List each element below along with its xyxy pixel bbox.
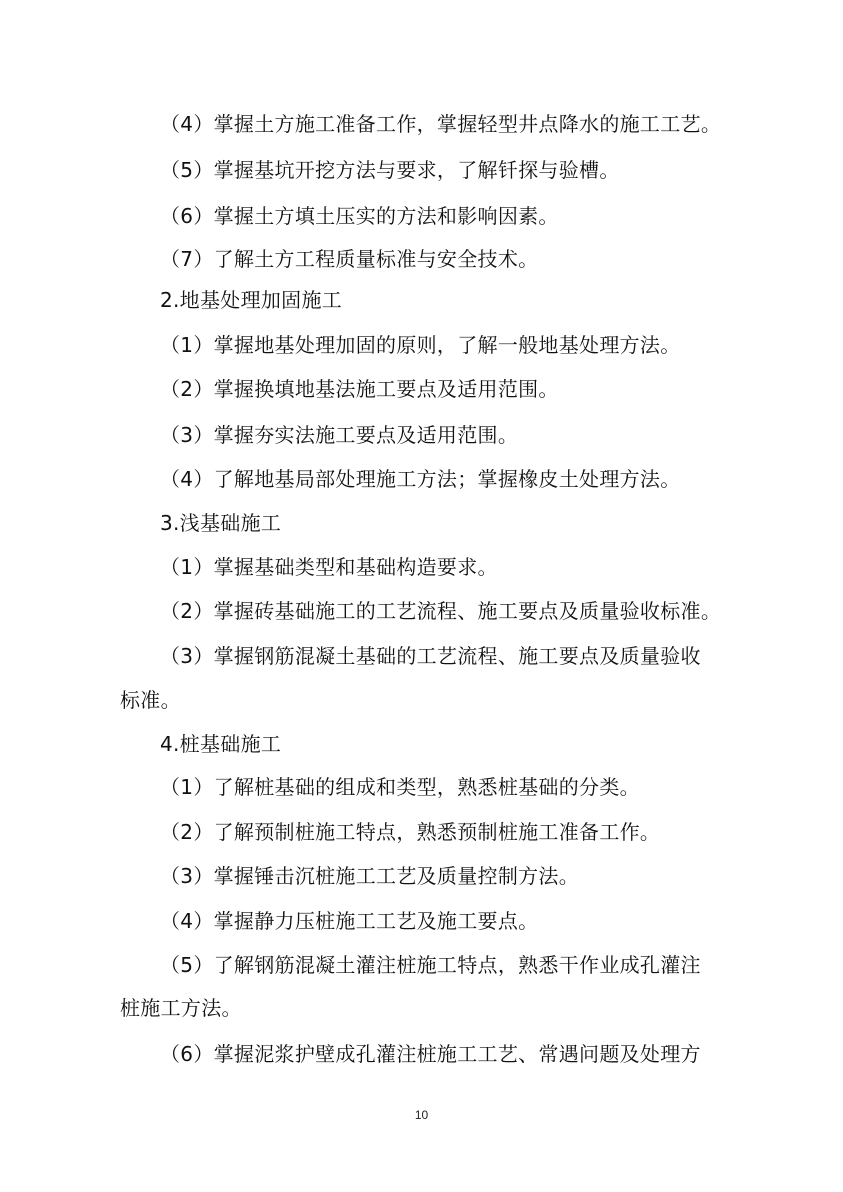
text-line-3-2: （2）掌握砖基础施工的工艺流程、施工要点及质量验收标准。 (160, 599, 722, 623)
text-line-2-3: （3）掌握夯实法施工要点及适用范围。 (160, 423, 519, 447)
text-line-3-3: （3）掌握钢筋混凝土基础的工艺流程、施工要点及质量验收 (160, 644, 701, 668)
text-line-4-2: （2）了解预制桩施工特点，熟悉预制桩施工准备工作。 (160, 820, 661, 844)
section-heading-3: 3.浅基础施工 (160, 511, 282, 535)
text-line-7-1: （7）了解土方工程质量标准与安全技术。 (160, 247, 539, 271)
text-line-4-4: （4）掌握静力压桩施工工艺及施工要点。 (160, 909, 539, 933)
text-line-4-5-cont: 桩施工方法。 (120, 996, 242, 1020)
text-line-2-4: （4）了解地基局部处理施工方法；掌握橡皮土处理方法。 (160, 467, 681, 491)
section-heading-4: 4.桩基础施工 (160, 732, 282, 756)
text-line-4-3: （3）掌握锤击沉桩施工工艺及质量控制方法。 (160, 864, 580, 888)
text-line-2-2: （2）掌握换填地基法施工要点及适用范围。 (160, 377, 559, 401)
section-heading-2: 2.地基处理加固施工 (160, 288, 343, 312)
text-line-4-5: （5）了解钢筋混凝土灌注桩施工特点，熟悉干作业成孔灌注 (160, 953, 701, 977)
text-line-3-1: （1）掌握基础类型和基础构造要求。 (160, 555, 498, 579)
text-line-4-6: （6）掌握泥浆护壁成孔灌注桩施工工艺、常遇问题及处理方 (160, 1042, 701, 1066)
text-line-6-1: （6）掌握土方填土压实的方法和影响因素。 (160, 204, 559, 228)
text-line-4-1b: （1）了解桩基础的组成和类型，熟悉桩基础的分类。 (160, 775, 640, 799)
text-line-3-3-cont: 标准。 (120, 688, 181, 712)
page-number: 10 (414, 1108, 429, 1122)
text-line-2-1: （1）掌握地基处理加固的原则，了解一般地基处理方法。 (160, 333, 681, 357)
text-line-4-1: （4）掌握土方施工准备工作，掌握轻型井点降水的施工工艺。 (160, 112, 722, 136)
text-line-5-1: （5）掌握基坑开挖方法与要求，了解钎探与验槽。 (160, 158, 620, 182)
